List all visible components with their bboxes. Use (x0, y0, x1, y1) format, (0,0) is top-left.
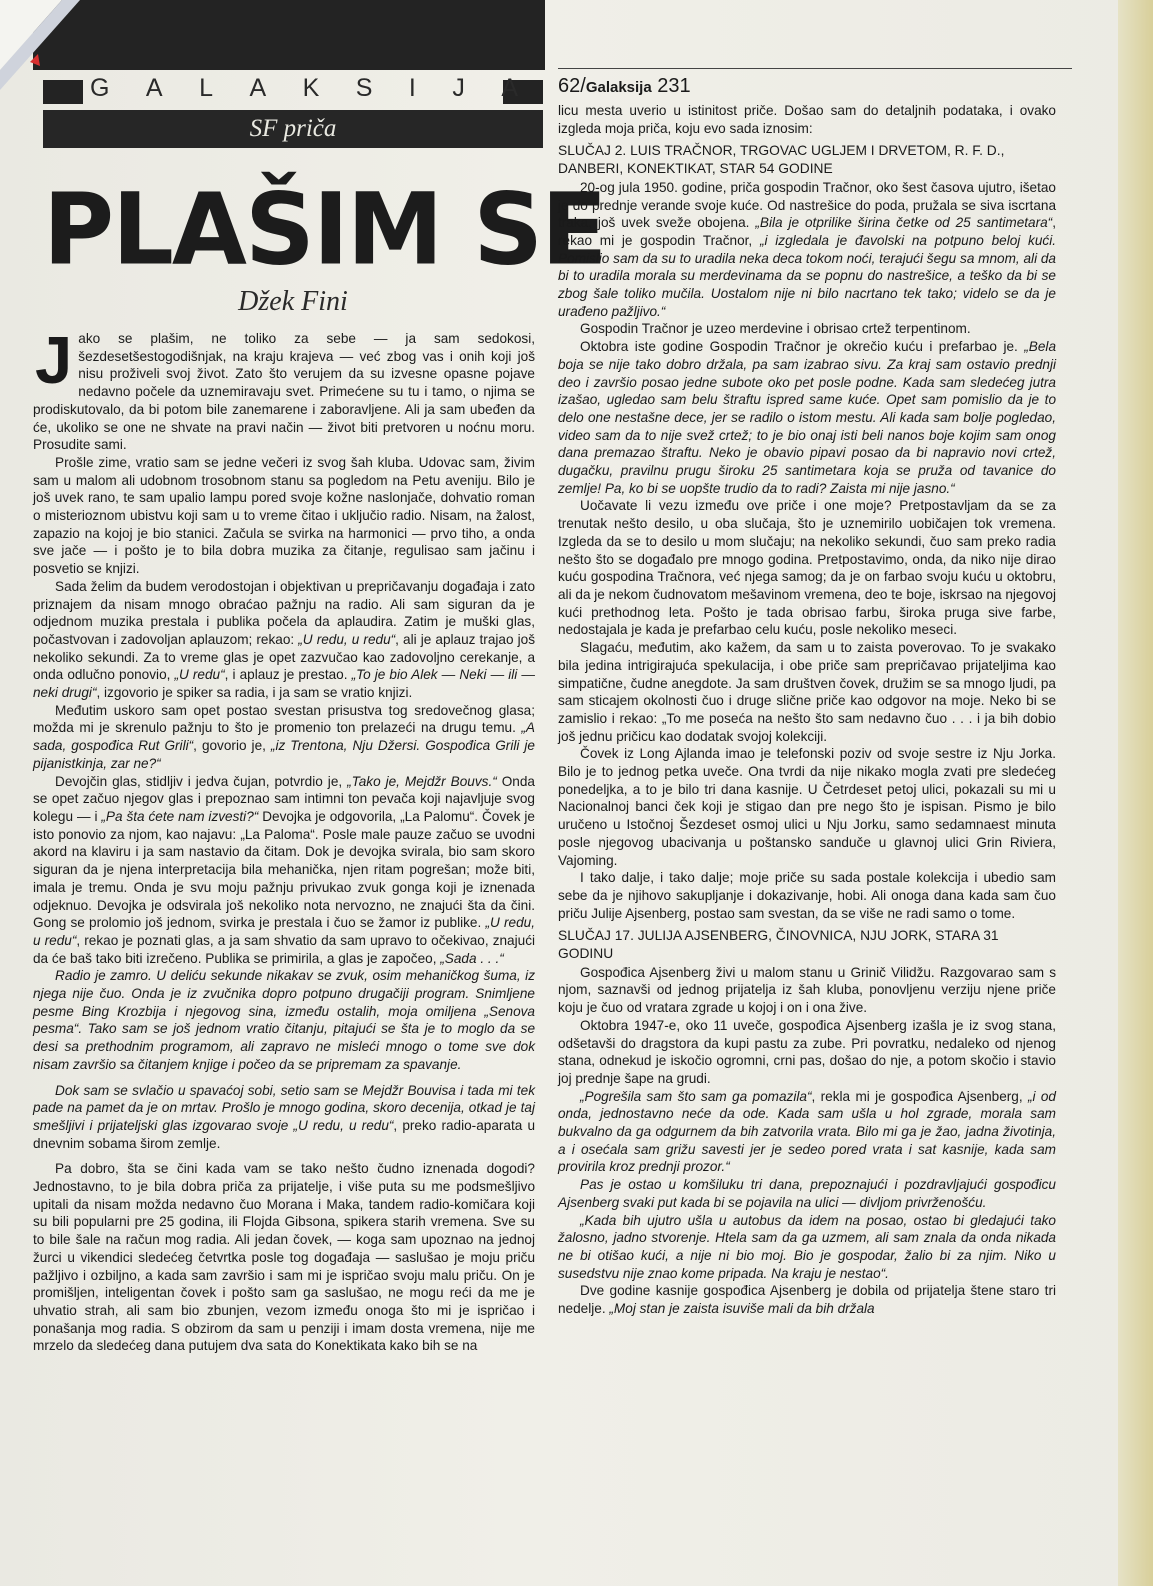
quote: „U redu, u redu“ (298, 631, 396, 647)
paragraph: Prošle zime, vratio sam se jedne večeri iz svog šah kluba. Udovac sam, živim sam u malom ali udobnom trosobnom stanu sa pogledom na Petu aveniju. Bilo je još uvek rano, te sam upalio lampu pored svoje kožne naslonjače, dohvatio roman o misterioznom ubistvu koji sam u to vreme čitao i uključio radio. Nisam, na žalost, zapazio na kojoj je bio stanici. Začula se svirka na harmonici — prvo tiho, a onda sve jače — i pošto je to bila dobra muzika za čitanje, regulisao sam jačinu i posvetio se knjizi. (33, 454, 535, 577)
text: Dve godine kasnije gospođica Ajsenberg je dobila od prijatelja štene staro tri nedelje. (558, 1283, 1056, 1317)
paragraph (33, 702, 535, 773)
paragraph: Gospodin Tračnor je uzeo merdevine i obrisao crtež terpentinom. (580, 321, 971, 337)
section-label: SF priča (43, 110, 543, 148)
paragraph: Čovek iz Long Ajlanda imao je telefonski poziv od svoje sestre iz Nju Jorka. Bilo je to jednog petka uveče. Ona tvrdi da nije nikako mogla zvati pre sledećeg ponedeljka, a to je bilo tri dana kasnije. U Četrdeset petoj ulici, pokazali su mi u Nacionalnoj banci ček koji je stigao dan pre nego što je ispisan. Pismo je bilo uručeno u Istočnoj Šezdeset osmoj ulici u Nju Jorku, samo sedamnaest minuta posle njegovog ubacivanja u poštansko sanduče u glavnoj ulici Grin Riviera, Vajoming. (558, 746, 1056, 868)
text: , preko radio-aparata u dnevnim sobama širom zemlje. (33, 1117, 535, 1151)
quote: „Moj stan je zaista isuviše mali da bih držala (609, 1301, 875, 1317)
quote: „U redu, u redu“ (33, 915, 535, 948)
letter: J (452, 74, 467, 102)
page-mag: Galaksija (585, 79, 652, 96)
text: , ali je aplauz trajao još nekoliko sekundi. Za to vreme glas je opet zazvučao kao zadovoljno cerekanje, a onda odlučno ponovio, (33, 631, 536, 683)
letter: K (302, 74, 322, 102)
text: , izgovorio je spiker sa radia, i ja sam se vratio knjizi. (96, 685, 413, 701)
letter: L (199, 74, 215, 102)
text: Sada želim da budem verodostojan i objektivan u prepričavanju događaja i zato priznajem da nisam mnogo obraćao pažnju na radio. Ali sam siguran da je odjednom muzika prestala i publika počela da aplaudira. Zatim je muški glas, počastvovan i zadovoljan aplauzom; rekao: (33, 578, 535, 647)
letter: A (145, 74, 165, 102)
letter: G (90, 74, 112, 102)
text: , i aplauz je prestao. (224, 667, 352, 683)
paragraph: Oktobra 1947-e, oko 11 uveče, gospođica Ajsenberg izašla je iz svog stana, odšetavši do dragstora da kupi pastu za zube. Pri povratku, nedaleko od njenog stana, odnekud je iskočio ogromni, crni pas, došao do nje, a potom skočio i stavio joj prednje šape na grudi. (558, 1017, 1056, 1086)
letter: S (355, 74, 375, 102)
italic-text: „Kada bih ujutro ušla u autobus da idem na posao, ostao bi gledajući tako žalosno, jadno stvorenje. Htela sam da ga uzmem, ali sam znala da onda nikada ne bi otišao kući, a nije ni bio moj. Bio je gospodar, žalio bi za njim. Niko u susedstvu nije znao kome pripada. Na kraju je nestao“. (558, 1212, 1056, 1281)
paragraph: licu mesta uverio u istinitost priče. Došao sam do detaljnih podataka, i ovako izgleda moja priča, koju evo sada iznosim: (558, 103, 1056, 136)
italic-text: Radio je zamro. U deliću sekunde nikakav se zvuk, osim mehaničkog šuma, iz njega nije čuo. Onda je iz zvučnika dopro potpuno drugačiji program. Snimljene pesme Bing Krozbija i njegovog sina, između ostalih, moja omiljena „Senova pesma“. Tako sam se još jednom vratio čitanju, pitajući se šta je to moglo da se desi sa prethodnim programom, ali zapravo ne misleći mnogo o tome sve dok nisam završio sa čitanjem knjige i počeo da se pripremam za spavanje. (33, 968, 535, 1072)
text: , rekla mi je gospođica Ajsenberg, (811, 1088, 1028, 1104)
quote: „To je bio Alek — Neki — ili — neki drugi“ (33, 667, 535, 701)
quote: „A sada, gospođica Rut Grili“ (33, 720, 535, 754)
quote: „Pogrešila sam što sam ga pomazila“ (580, 1088, 812, 1104)
text: Devojčin glas, stidljiv i jedva čujan, potvrdio je, (55, 773, 348, 789)
text: Devojka je odgovorila, „La Palomu“. Čovek je isto ponovio za njom, kao najavu: „La Paloma“. Posle male pauze začuo se uvodni akord na klaviru i ja sam nastavio da čitam. Dok je devojka svirala, bio sam skoro siguran da je njena interpretacija bila mehanička, njen ritam pogrešan; može biti, imala je tremu. Onda je svu moju pažnju privukao zvuk gonga koji je iznenada odjeknuo. Devojka je odsvirala još nekoliko nota nervozno, ne znajući šta da čini. Gong se prolomio još jednom, svirka je prestala i čuo se žamor iz publike. (33, 808, 535, 931)
quote: „Bela boja se nije tako dobro držala, pa sam izabrao sivu. Za kraj sam ostavio prednji deo i završio posao jedne subote oko pet posle podne. Kada sam sledećeg jutra izašao, ugledao sam belu štraftu ispred same kuće. Opet sam pomislio da je to delo one nestašne dece, jer se radilo o istom mestu. Ali kada sam bolje pogledao, video sam da to nije svež crtež; to je bio onaj isti beli nanos boje kojim sam onog dana premazao štraftu. Neko je obavio pipavi posao da bi napravio novi crtež, dugačku, pravilnu prugu široku 25 santimetara koja se pruža od tavanice do zemlje! Pa, ko bi se uopšte trudio da to radi? Zaista mi nije jasno.“ (558, 339, 1056, 496)
paragraph (33, 773, 535, 968)
paragraph (33, 967, 535, 1073)
paragraph-text: ako se plašim, ne toliko za sebe — ja sam sedokosi, šezdesetšestogodišnjak, na kraju krajeva — već zbog vas i onih koji još nisu proživeli svoj život. Zato što verujem da su izvesne opasne pojave nedavno počele da uznemiravaju svet. Primećene su tu i tamo, o njima se prodiskutovalo, da bi potom bile zanemarene i zaboravljene. Ali ja sam ubeđen da će, ukoliko se one ne shvate na pravi način — život biti pretvoren u noćnu moru. Prosudite sami. (33, 331, 535, 453)
quote: „Tako je, Mejdžr Bouvs.“ (347, 773, 497, 789)
page-num: 62/ (558, 75, 586, 97)
story-author: Džek Fini (238, 286, 348, 317)
header-bar-left (43, 80, 83, 104)
quote: „Pa šta ćete nam izvesti?“ (101, 808, 259, 824)
page-issue: 231 (657, 75, 691, 97)
right-column (558, 102, 1056, 1318)
paragraph: Uočavate li vezu između ove priče i one moje? Pretpostavljam da se za trenutak nešto desilo, u oba slučaja, što je uznemirilo uobičajen tok vremena. Izgleda da se to desilo u mom slučaju; na nekoliko sekundi, čuo sam preko radia nešto što se događalo pre mnogo godina. Pretpostavimo, onda, da niko nije dirao kuću gospodina Tračnora, već njega samog; da je on farbao svoju kuću u oktobru, ali da je nekom čudnovatom mešavinom vremena, deo te boje, iskrsao na njegovoj kući prethodnog leta. Pošto je tada obrisao farbu, široka pruga sive farbe, nedostajala je kada je prefarbao celu kuću, posle nekoliko meseci. (558, 498, 1056, 638)
letter: A (249, 74, 269, 102)
story-title: PLAŠIM SE (43, 171, 606, 288)
paragraph (33, 323, 535, 454)
paragraph: I tako dalje, i tako dalje; moje priče su sada postale kolekcija i ubedio sam sebe da je njihovo sakupljanje i dokazivanje, hobi. Ali onoga dana kada sam čuo priču Julije Ajsenberg, postao sam svestan, da se više ne radi samo o tome. (558, 870, 1056, 921)
paragraph (558, 1088, 1056, 1177)
paragraph (33, 578, 535, 702)
header-rule (558, 68, 1072, 69)
italic-text: Dok sam se svlačio u spavaćoj sobi, setio sam se Mejdžr Bouvisa i tada mi tek pade na pamet da je on mrtav. Prošlo je mnogo godina, skoro decenija, otkad je taj smešljivi i prijateljski glas izgovarao svoje (33, 1082, 535, 1133)
section-letters (90, 74, 520, 103)
top-dark-block (33, 0, 545, 70)
drop-cap: J (35, 323, 73, 398)
paragraph: Slagaću, međutim, ako kažem, da sam u to zaista poverovao. To je svakako bila jedina intrigirajuća spekulacija, i obe priče sam prepričavao prijateljima kao simpatične, čudne anegdote. Ja sam društven čovek, družim se sa mnogo ljudi, pa sam sticajem okolnosti čuo i druge slične priče kao odgovor na moje. Neko bi se zamislio i rekao: „To me poseća na nešto što sam nedavno čuo . . . i ja bih dobio još jednu pričicu kao dodatak svojoj kolekciji. (558, 640, 1056, 744)
text: 20-og jula 1950. godine, priča gospodin Tračnor, oko šest časova ujutro, išetao je do prednje verande svoje kuće. Od nastrešice do poda, pružala se siva iscrtana traka, još uvek sveže obojena. (558, 179, 1056, 231)
left-column (33, 323, 536, 1355)
paragraph: Gospođica Ajsenberg živi u malom stanu u Grinič Vilidžu. Razgovarao sam s njom, saznavši od jednog prijatelja iz šah kluba, ponovljenu verziju njene priče koju je čuo od vratara zgrade u kojoj i on i ona žive. (558, 964, 1056, 1016)
paragraph (558, 179, 1056, 321)
page-number (558, 75, 691, 98)
folded-corner (0, 0, 80, 90)
paragraph (558, 1282, 1056, 1317)
paragraph (33, 1082, 535, 1153)
quote: „i izgledala je đavolski na potpuno beloj kući. Pomislio sam da su to uradila neka deca tokom noći, terajući šegu sa mnom, ali da bi to uradila morala su merdevinama da se popnu do nastrešice, a teško da bi se zbog šale toliko mučila. Uostalom nije ni bilo nacrtano tek tako; videlo se da je urađeno pažljivo.“ (558, 232, 1056, 319)
letter: I (408, 74, 418, 102)
page-edge (1118, 0, 1153, 1586)
case-heading: SLUČAJ 2. LUIS TRAČNOR, TRGOVAC UGLJEM I DRVETOM, R. F. D., DANBERI, KONEKTIKAT, STAR 54 GODINE (558, 143, 1005, 177)
quote: „i od onda, jednostavno neće da ode. Kada sam ušla u hol zgrade, morala sam bukvalno da ga odgurnem da bih zatvorila vrata. Bilo mi ga je žao, jadna životinja, a i osećala sam grižu savesti jer je sedeo pored vrata i sat kasnije, kada sam provirila kroz prednji prozor.“ (558, 1088, 1056, 1175)
text: Onda se opet začuo njegov glas i prepoznao sam intimni ton pevača koji najavljuje svog kolegu — i (33, 773, 535, 824)
text: Oktobra iste godine Gospodin Tračnor je okrečio kuću i prefarbao je. (580, 339, 1025, 355)
quote: „U redu, u redu“ (293, 1117, 394, 1133)
italic-text: Pas je ostao u komšiluku tri dana, prepoznajući i pozdravljajući gospođicu Ajsenberg svaki put kada bi se pojavila na ulici — divljom privrženošću. (558, 1177, 1056, 1210)
letter: A (501, 74, 520, 102)
quote: „U redu“ (174, 667, 225, 683)
text: , rekao mi je gospodin Tračnor, (558, 215, 1056, 248)
quote: „Bila je otprilike širina četke od 25 santimetara“ (755, 215, 1053, 231)
text: , govorio je, (193, 738, 271, 754)
quote: „iz Trentona, Nju Džersi. Gospođica Grili je pijanistkinja, zar ne?“ (33, 738, 535, 771)
paragraph (558, 1212, 1056, 1283)
paragraph (558, 1176, 1056, 1211)
text: Međutim uskoro sam opet postao svestan prisustva tog sredovečnog glasa; možda mi je skrenulo pažnju to što je promenio ton prelazeći na drugu temu. (33, 702, 535, 736)
paragraph (558, 338, 1056, 497)
case-heading: SLUČAJ 17. JULIJA AJSENBERG, ČINOVNICA, NJU JORK, STARA 31 GODINU (558, 928, 999, 962)
paragraph: Pa dobro, šta se čini kada vam se tako nešto čudno iznenada dogodi? Jednostavno, to je bila dobra priča za prijatelje, i više puta su me podsmešljivo upitali da nisam možda nedavno čuo Morana i Maka, tandem radio-komičara koji su bili popularni pre 25 godina, ili Flojda Gibsona, spikera starih vremena. Sve su to bile šale na račun mog radia. Ali jedan čovek, — koga sam upoznao na jednoj žurci u vikendici sledećeg četvrtka posle tog događaja — saslušao je moju priču pažljivo i ozbiljno, a kada sam završio i sam mi je ispričao svoju malu priču. On je promišljen, inteligentan čovek i pošto sam ga saslušao, ne mogu reći da me je uhvatio strah, ali sam bio zbunjen, vezom između onoga što mi je ispričao i ponašanja mog radia. S obzirom da sam u penziji i imam dosta vremena, nije me mrzelo da sledećeg dana putujem dva sata do Konektikata kako bih se na (33, 1161, 535, 1354)
text: , rekao je poznati glas, a ja sam shvatio da sam upravo to očekivao, znajući da će baš tako biti izrečeno. Publika se primirila, a glas je započeo, (33, 932, 536, 966)
quote: „Sada . . .“ (440, 950, 504, 966)
